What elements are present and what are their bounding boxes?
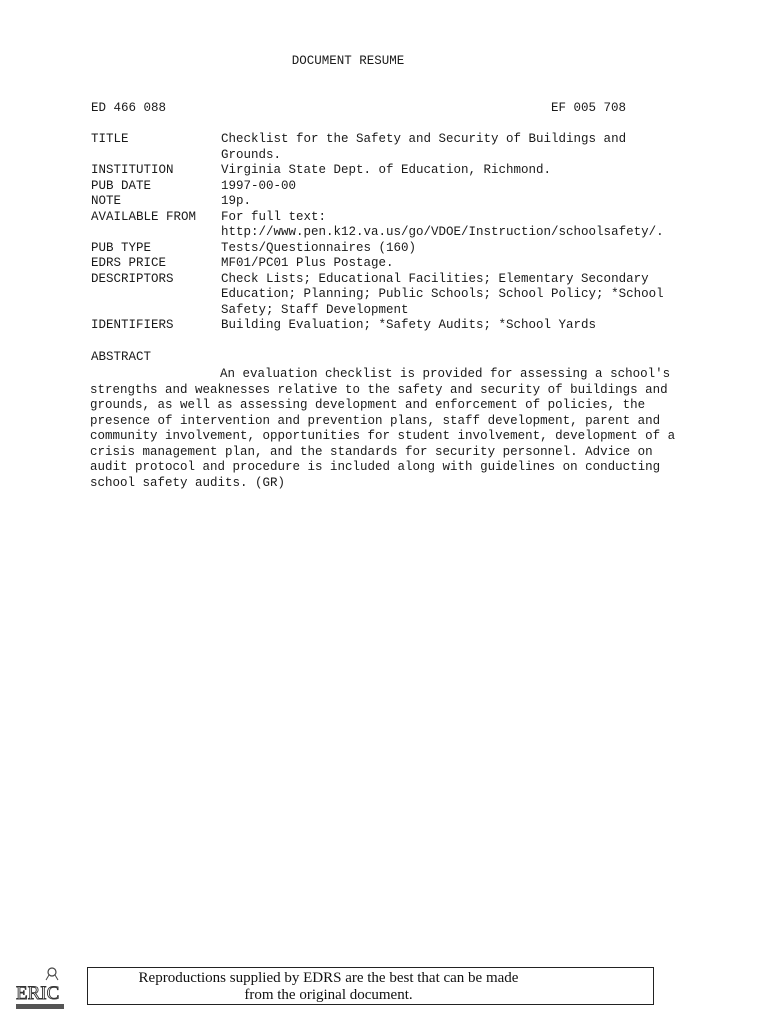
field-label: IDENTIFIERS [91,318,174,332]
field-label: EDRS PRICE [91,256,167,270]
field-pub-date [91,179,691,195]
field-label: INSTITUTION [91,163,174,177]
metadata-fields [91,132,691,334]
field-value: 19p. [221,194,252,208]
field-value: Check Lists; Educational Facilities; Elementary Secondary Education; Planning; Public Schools; School Policy; *School Safety; Staff Development [221,271,664,317]
ed-number: ED 466 088 [91,101,167,115]
field-value: 1997-00-00 [221,178,297,193]
field-pub-type [91,241,691,257]
reproduction-notice-line-2: from the original document. [244,987,413,1003]
abstract-label: ABSTRACT [91,350,152,364]
field-label: AVAILABLE FROM [91,209,197,224]
field-edrs-price [91,256,691,272]
document-heading: DOCUMENT RESUME [291,54,405,68]
eric-logo-text: ERIC [16,983,60,1004]
field-label: TITLE [91,132,129,146]
field-value: Virginia State Dept. of Education, Richmond. [221,163,552,177]
field-value: MF01/PC01 Plus Postage. [221,256,394,270]
field-value: Tests/Questionnaires (160) [221,240,417,255]
field-descriptors [91,272,691,319]
field-title [91,132,691,163]
field-institution [91,163,691,179]
field-label: PUB DATE [91,178,152,193]
field-label: PUB TYPE [91,240,152,255]
reproduction-notice [87,967,654,1005]
abstract-text: An evaluation checklist is provided for assessing a school's strengths and weaknesses relative to the safety and security of buildings and grounds, as well as assessing development and enforcement of policies, the presence of intervention and prevention plans, staff development, parent and community involvement, opportunities for student involvement, development of a crisis management plan, and the standards for security personnel. Advice on audit protocol and procedure is included along with guidelines on conducting school safety audits. (GR) [90,367,676,490]
field-note [91,194,691,210]
field-label: DESCRIPTORS [91,271,174,286]
field-value: For full text: http://www.pen.k12.va.us/go/VDOE/Instruction/schoolsafety/. [221,209,664,239]
field-value: Building Evaluation; *Safety Audits; *School Yards [221,318,597,332]
field-identifiers [91,318,691,334]
field-label: NOTE [91,194,122,208]
reproduction-notice-line-1: Reproductions supplied by EDRS are the best that can be made [138,970,519,986]
field-value: Checklist for the Safety and Security of Buildings and Grounds. [221,132,627,162]
ef-number: EF 005 708 [551,101,627,115]
field-available-from [91,210,691,241]
